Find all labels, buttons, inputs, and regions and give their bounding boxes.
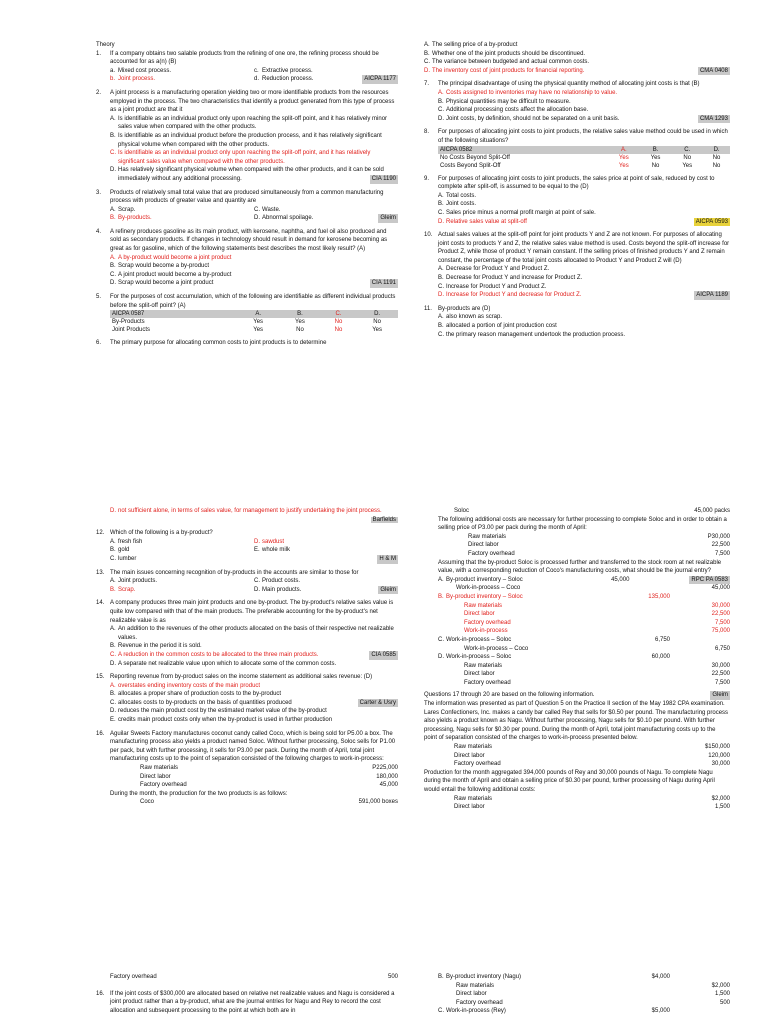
question-3: 3. Products of relatively small total value that are produced simultaneously from a common manufacturing process with products of greater value and quantity are A. Scrap. C. Waste. B. By-products. D. Abnormal spoilage. Gleim xyxy=(96,189,396,222)
section-heading: Theory xyxy=(96,42,115,48)
source-tag: AICPA 0593 xyxy=(695,218,728,225)
question-6-options: A. The selling price of a by-product B. Whether one of the joint products should be discontinued. C. The variance between budgeted and actual common costs. D. The inventory cost of joint products for financial reporting. CMA 0408 xyxy=(424,42,728,74)
question-1: 1. If a company obtains two salable products from the refining of one ore, the refining process should be accounted for as a(n) (B) a. Mixed cost process. c. Extractive process. b. Joint process. d. Reduction process. AICPA 1177 xyxy=(96,50,396,83)
page3-right-column: B. By-product inventory (Nagu) $4,000 Raw materials $2,000 Direct labor 1,500 Factory overhead 500 C. Work-in-process (Rey) $5,000 xyxy=(438,974,730,1015)
question-2: 2. A joint process is a manufacturing operation yielding two or more identifiable products from the resources employed in the process. The two characteristics that identify a product generated from this type of process as a joint product are that it A. Is identifiable as an individual product only upon reaching the split-off point, and it has relatively minor sales value when compared with the other products. B. Is identifiable as an individual product before the production process, and it has relatively significant physical volume when compared with the other products. C. Is identifiable as an individual product only upon reaching the split-off point, and it has relatively significant sales value when compared with the other products. D. Has relatively significant physical volume when compared with the other products, and it can be sold immediately without any additional processing. CIA 1190 xyxy=(96,89,396,182)
source-tag: AICPA 1177 xyxy=(364,76,396,83)
source-tag: CMA 1293 xyxy=(699,115,728,122)
question-7: 7. The principal disadvantage of using the physical quantity method of allocating joint costs is that (B) A. Costs assigned to inventories may have no relationship to value. B. Physical quantities may be difficult to measure. C. Additional processing costs affect the allocation base. D. Joint costs, by definition, should not be separated on a unit basis. CMA 1293 xyxy=(424,81,728,122)
question-11-continued: D. not sufficient alone, in terms of sales value, for management to justify undertaking the joint process. Barfields xyxy=(110,508,396,523)
question-9: 9. For purposes of allocating joint costs to joint products, the sales price at point of sale, reduced by cost to complete after split-off, is assumed to be equal to the (D) A. Total costs. B. Joint costs. C. Sales price minus a normal profit margin at point of sale. D. Relative sales value at split-off AICPA 0593 xyxy=(424,175,728,225)
source-tag: RPC PA 0583 xyxy=(691,576,728,583)
question-14: 14. A company produces three main joint products and one by-product. The by-product's relative sales value is quite low compared with that of the main products. The preferable accounting for the by-product's net realizable value is as A. An addition to the revenues of the other products allocated on the basis of their respective net realizable values. B. Revenue in the period it is sold. C. A reduction in the common costs to be allocated to the three main products. CIA 0585 D. A separate net realizable value upon which to allocate some of the common costs. xyxy=(96,600,396,667)
question-4: 4. A refinery produces gasoline as its main product, with kerosene, naphtha, and fuel oil also produced and sold as secondary products. If changes in technology should result in demand for kerosene becoming as great as for gasoline, which of the following statements best describes the most likely result? (A) A. A by-product would become a joint product B. Scrap would become a by-product C. A joint product would become a by-product D. Scrap would become a joint product CIA 1191 xyxy=(96,228,396,287)
source-tag: H & M xyxy=(379,555,396,562)
source-tag: CIA 1190 xyxy=(371,175,396,182)
question-8: 8. For purposes of allocating joint costs to joint products, the relative sales value method could be used in which of the following situations? AICPA 0582 A. B. C. D. No Costs Beyond Split-Off Yes Yes No No Costs Beyond Split-Off Yes No Yes No xyxy=(424,128,730,169)
soloc-production: Soloc 45,000 packs xyxy=(454,508,730,514)
question-6: 6. The primary purpose for allocating common costs to joint products is to determine xyxy=(96,340,327,347)
page2-right-column: Soloc 45,000 packs The following additional costs are necessary for further processing to complete Soloc and in order to obtain a selling price of P3.00 per pack during the month of April: Raw materials P30,000 Direct labor 22,500 Factory overhead 7,500 Assuming that the by-product Soloc is processed further and transferred to the stock room at net realizable value, with a corresponding reduction of Coco's manufacturing costs, what should be the journal entry? RPC PA 0583 A. By-product inventory – Soloc 45,000 Work-in-process – Coco 45,000 B. By-product inventory – Soloc 135,000 Raw materials 30,000 Direct labor 22,500 Factory overhead 7,500 Work-in-process 75,000 C. Work-in-process – Soloc 6,750 Work-in-process – Coco 6,750 D. Work-in-process – Soloc 60,000 Raw materials 30,000 Direct labor 22,500 Factory overhead 7,500 Questions 17 through 20 are based on the following information. Gleim The information was presented as part of Question 5 on the Practice II section of the May 1982 CPA examination. Lares Confectioners, Inc. makes a candy bar called Rey that sells for $0.50 per pound. The manufacturing process also yields a product known as Nagu. Without further processing, Nagu sells for $0.10 per pound. With further processing, Nagu sells for $0.30 per pound. During the month of April, total joint manufacturing costs up to the point of separation consisted of the charges to work-in-process presented below. Raw materials $150,000 Direct labor 120,000 Factory overhead 30,000 Production for the month aggregated 394,000 pounds of Rey and 30,000 pounds of Nagu. To complete Nagu during the month of April and obtain a selling price of $0.30 per pound, further processing of Nagu during April would entail the following additional costs: Raw materials $2,000 Direct labor 1,500 xyxy=(424,508,730,811)
source-tag: CIA 1191 xyxy=(371,280,396,287)
source-tag: CMA 0408 xyxy=(699,67,728,74)
lares-case: Questions 17 through 20 are based on the following information. Gleim The information was presented as part of Question 5 on the Practice II section of the May 1982 CPA examination. Lares Confectioners, Inc. makes a candy bar called Rey that sells for $0.50 per pound. The manufacturing process also yields a product known as Nagu. Without further processing, Nagu sells for $0.10 per pound. With further processing, Nagu sells for $0.30 per pound. During the month of April, total joint manufacturing costs up to the point of separation consisted of the charges to work-in-process presented below. Raw materials $150,000 Direct labor 120,000 Factory overhead 30,000 Production for the month aggregated 394,000 pounds of Rey and 30,000 pounds of Nagu. To complete Nagu during the month of April and obtain a selling price of $0.30 per pound, further processing of Nagu during April would entail the following additional costs: Raw materials $2,000 Direct labor 1,500 xyxy=(424,692,730,811)
source-tag: CIA 0585 xyxy=(371,651,396,658)
question-10: 10. Actual sales values at the split-off point for joint products Y and Z are not known. For purposes of allocating joint costs to products Y and Z, the relative sales value method is used. Costs beyond the split-off increase for Product Z, while those of product Y remain constant. If the selling prices of finished products Y and Z remain constant, the percentage of the total joint costs allocated to Product Y and Product Z will (D) A. Decrease for Product Y and Product Z. B. Decrease for Product Y and increase for Product Z. C. Increase for Product Y and Product Z. D. Increase for Product Y and decrease for Product Z. AICPA 1189 xyxy=(424,232,730,299)
question-11: 11. By-products are (D) A. also known as scrap. B. allocated a portion of joint production cost C. the primary reason management undertook the production process. xyxy=(424,305,626,338)
source-tag: Barfields xyxy=(372,516,396,523)
question-5: 5. For the purposes of cost accumulation, which of the following are identifiable as different individual products before the split-off point? (A) AICPA 0587 A. B. C. D. By-Products Yes Yes No No Joint Products Yes No No Yes xyxy=(96,293,398,334)
source-tag: Gleim xyxy=(712,692,728,699)
question-16-nagu: 16. If the joint costs of $300,000 are allocated based on relative net realizable values and Nagu is considered a joint product rather than a by-product, what are the journal entries for Nagu and Rey to record the cost allocation and subsequent processing to the point at which both are in xyxy=(96,990,395,1014)
page1-left-column xyxy=(96,41,398,353)
page2-left-column xyxy=(96,507,398,812)
answer-table: AICPA 0587 A. B. C. D. By-Products Yes Yes No No Joint Products Yes No No Yes xyxy=(110,310,398,334)
source-tag: Gleim xyxy=(380,586,396,593)
page3-left-column: Factory overhead 500 16. If the joint costs of $300,000 are allocated based on relative net realizable values and Nagu is considered a joint product rather than a by-product, what are the journal entries for Nagu and Rey to record the cost allocation and subsequent processing to the point at which both are in xyxy=(96,974,398,1014)
journal-entries: A. By-product inventory – Soloc 45,000 Work-in-process – Coco 45,000 B. By-product inventory – Soloc 135,000 Raw materials 30,000 Direct labor 22,500 Factory overhead 7,500 Work-in-process 75,000 C. Work-in-process – Soloc 6,750 Work-in-process – Coco 6,750 D. Work-in-process – Soloc 60,000 Raw materials 30,000 Direct labor 22,500 Factory overhead 7,500 xyxy=(438,576,730,686)
source-tag: Carter & Usry xyxy=(359,699,396,706)
answer-table: AICPA 0582 A. B. C. D. No Costs Beyond Split-Off Yes Yes No No Costs Beyond Split-Off Yes No Yes No xyxy=(438,146,730,170)
source-tag: Gleim xyxy=(380,215,396,222)
question-12: 12. Which of the following is a by-product? A. fresh fish D. sawdust B. gold E. whole milk C. lumber H & M xyxy=(96,530,396,562)
question-16: 16. Aguilar Sweets Factory manufactures coconut candy called Coco, which is being sold for P5.00 a box. The manufacturing process also yields a product named Soloc. Without further processing, Soloc sells for P1.00 per pack, but with further processing, it sells for P3.00 per pack. During the month of April, total joint manufacturing costs up to the point of separation consisted of the following charges to work-in-process: Raw materials P225,000 Direct labor 180,000 Factory overhead 45,000 During the month, the production for the two products is as follows: Coco 591,000 boxes xyxy=(96,730,398,806)
source-tag: AICPA 1189 xyxy=(696,292,728,299)
page1-right-column xyxy=(424,41,730,344)
question-13: 13. The main issues concerning recognition of by-products in the accounts are similar to those for A. Joint products. C. Product costs. B. Scrap. D. Main products. Gleim xyxy=(96,569,396,593)
question-15: 15. Reporting revenue from by-product sales on the income statement as additional sales revenue: (D) A. overstates ending inventory costs of the main product B. allocates a proper share of production costs to the by-product C. allocates costs to by-products on the basis of quantities produced Carter & Usry D. reduces the main product cost by the estimated market value of the by-product E. credits main product costs only when the by-product is used in further production xyxy=(96,674,396,724)
